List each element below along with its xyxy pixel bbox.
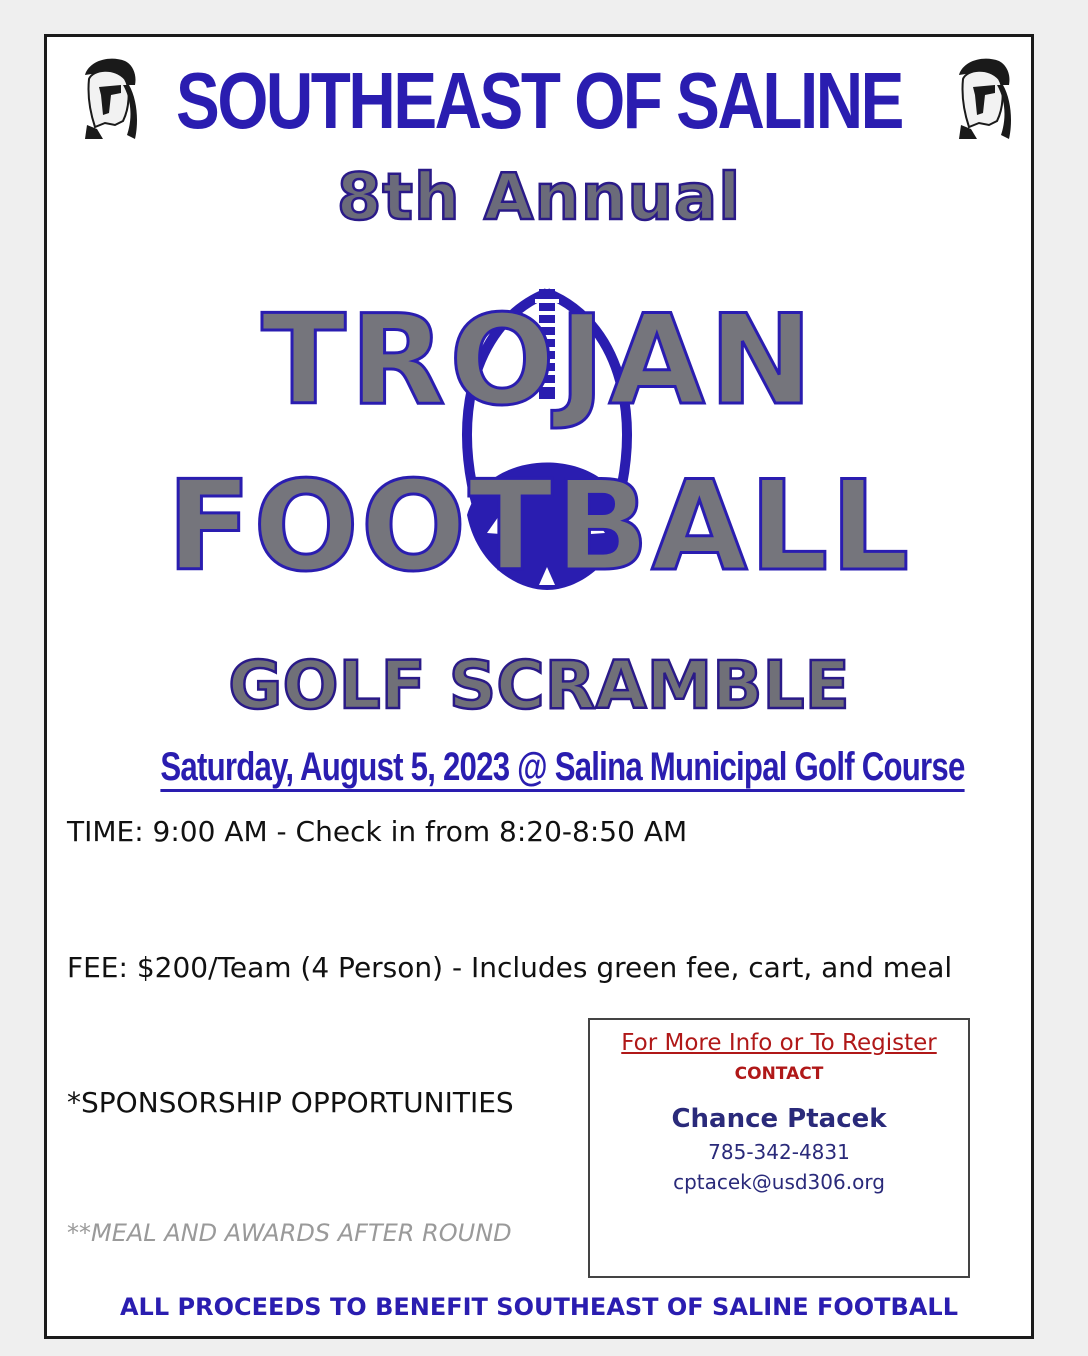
edition-label: 8th Annual [336, 161, 742, 235]
event-title: GOLF SCRAMBLE [228, 647, 850, 724]
sponsorship-info: *SPONSORSHIP OPPORTUNITIES [67, 1086, 514, 1119]
time-info: TIME: 9:00 AM - Check in from 8:20-8:50 AM [67, 815, 688, 848]
fee-info: FEE: $200/Team (4 Person) - Includes green fee, cart, and meal [67, 951, 953, 984]
date-location [47, 745, 1031, 792]
title-trojan: TROJAN [261, 289, 817, 433]
trojan-helmet-icon [75, 55, 139, 141]
contact-box [588, 1018, 970, 1278]
contact-email: cptacek@usd306.org [673, 1170, 885, 1194]
contact-name: Chance Ptacek [671, 1104, 887, 1134]
trojan-helmet-icon [949, 55, 1013, 141]
school-name: SOUTHEAST OF SALINE [176, 56, 902, 145]
meal-note: **MEAL AND AWARDS AFTER ROUND [67, 1219, 512, 1247]
contact-label: CONTACT [734, 1064, 824, 1084]
flyer [44, 34, 1034, 1339]
title-football: FOOTBALL [166, 455, 912, 599]
proceeds-footer: ALL PROCEEDS TO BENEFIT SOUTHEAST OF SALINE FOOTBALL [119, 1293, 958, 1321]
date-location-text: Saturday, August 5, 2023 @ Salina Municipal Golf Course [160, 745, 964, 792]
contact-heading: For More Info or To Register [621, 1030, 937, 1056]
contact-phone: 785-342-4831 [708, 1140, 850, 1164]
